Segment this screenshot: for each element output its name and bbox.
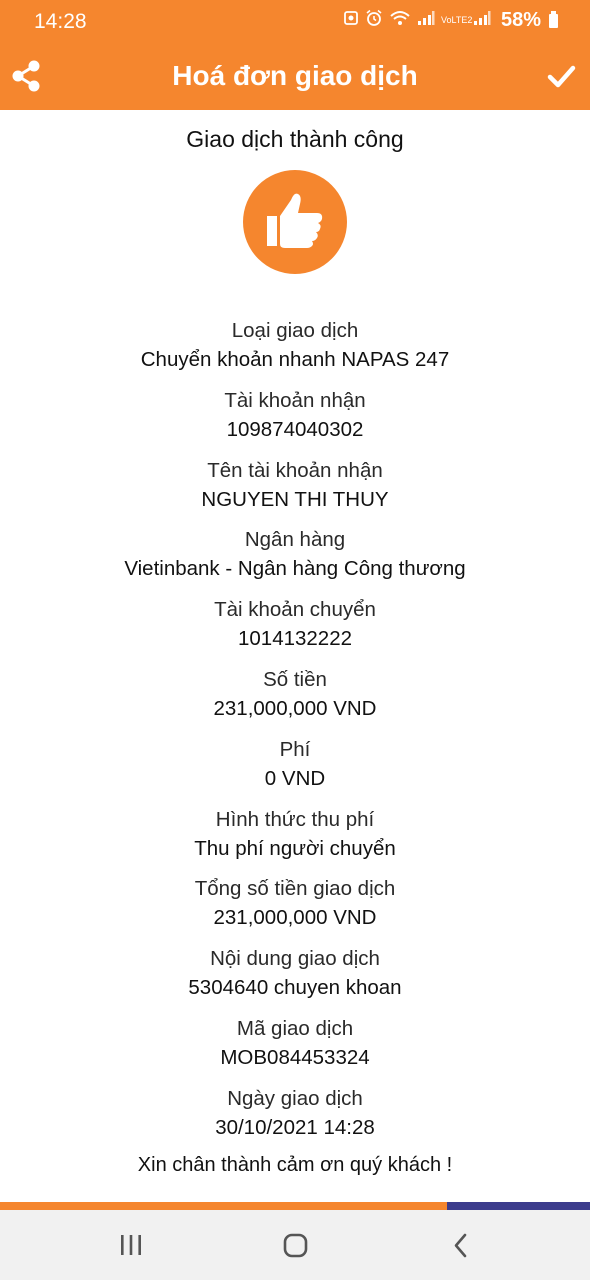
check-icon xyxy=(542,57,580,95)
home-icon xyxy=(276,1226,316,1266)
confirm-button[interactable] xyxy=(542,57,580,95)
field-label: Mã giao dịch xyxy=(236,1016,354,1040)
notification-icon xyxy=(343,10,359,31)
field-label: Ngân hàng xyxy=(244,528,346,552)
back-icon xyxy=(441,1226,481,1266)
field-value: Thu phí người chuyển xyxy=(194,836,396,860)
status-time: 14:28 xyxy=(34,10,87,33)
network-label: VoLTE2 xyxy=(440,15,473,25)
bottom-strip-fill xyxy=(0,1202,447,1210)
field-label: Ngày giao dịch xyxy=(227,1086,363,1110)
field-transaction-type xyxy=(0,316,590,386)
recent-apps-button[interactable] xyxy=(111,1226,151,1266)
field-value: Vietinbank - Ngân hàng Công thương xyxy=(124,557,466,581)
field-receiving-account-name xyxy=(0,456,590,526)
field-label: Loại giao dịch xyxy=(231,319,359,342)
field-fee-method xyxy=(0,805,590,875)
thumbs-up-icon xyxy=(261,186,329,254)
home-button[interactable] xyxy=(276,1226,316,1266)
receipt-fields xyxy=(0,316,590,1154)
field-bank xyxy=(0,525,590,595)
battery-icon xyxy=(549,14,558,28)
page-title: Hoá đơn giao dịch xyxy=(172,60,418,91)
field-value: 231,000,000 VND xyxy=(213,906,377,930)
field-value: 30/10/2021 14:28 xyxy=(215,1115,375,1139)
wifi-icon xyxy=(389,9,411,32)
success-badge xyxy=(243,170,347,274)
transaction-status: Giao dịch thành công xyxy=(186,126,404,152)
bottom-strip xyxy=(0,1202,590,1210)
field-value: MOB084453324 xyxy=(220,1045,370,1069)
signal-icon-1 xyxy=(417,10,435,31)
field-label: Tài khoản chuyển xyxy=(214,598,376,622)
field-value: Chuyển khoản nhanh NAPAS 247 xyxy=(140,348,450,371)
field-label: Tên tài khoản nhận xyxy=(207,458,383,482)
field-label: Nội dung giao dịch xyxy=(210,947,380,971)
field-label: Số tiền xyxy=(263,667,327,691)
field-fee xyxy=(0,735,590,805)
field-transaction-id xyxy=(0,1014,590,1084)
field-value: 1014132222 xyxy=(237,627,352,651)
recent-apps-icon xyxy=(111,1226,151,1266)
thank-you-message: Xin chân thành cảm ơn quý khách ! xyxy=(137,1154,453,1176)
system-nav-bar xyxy=(0,1210,590,1280)
field-value: 0 VND xyxy=(264,766,326,790)
field-label: Phí xyxy=(279,737,311,761)
app-bar xyxy=(0,44,590,110)
field-transaction-date xyxy=(0,1084,590,1154)
battery-percent: 58% xyxy=(500,9,541,31)
status-icons xyxy=(343,9,558,32)
status-bar xyxy=(0,0,590,44)
field-label: Tổng số tiền giao dịch xyxy=(194,877,396,901)
alarm-icon xyxy=(365,9,383,32)
field-value: 109874040302 xyxy=(226,417,364,441)
field-value: 231,000,000 VND xyxy=(213,696,377,720)
field-label: Hình thức thu phí xyxy=(215,807,375,831)
field-label: Tài khoản nhận xyxy=(224,388,366,412)
field-value: 5304640 chuyen khoan xyxy=(188,976,402,1000)
field-total-amount xyxy=(0,874,590,944)
field-value: NGUYEN THI THUY xyxy=(201,487,389,511)
field-description xyxy=(0,944,590,1014)
signal-icon-2 xyxy=(473,10,491,31)
field-amount xyxy=(0,665,590,735)
back-button[interactable] xyxy=(441,1226,481,1266)
field-receiving-account xyxy=(0,386,590,456)
field-sending-account xyxy=(0,595,590,665)
